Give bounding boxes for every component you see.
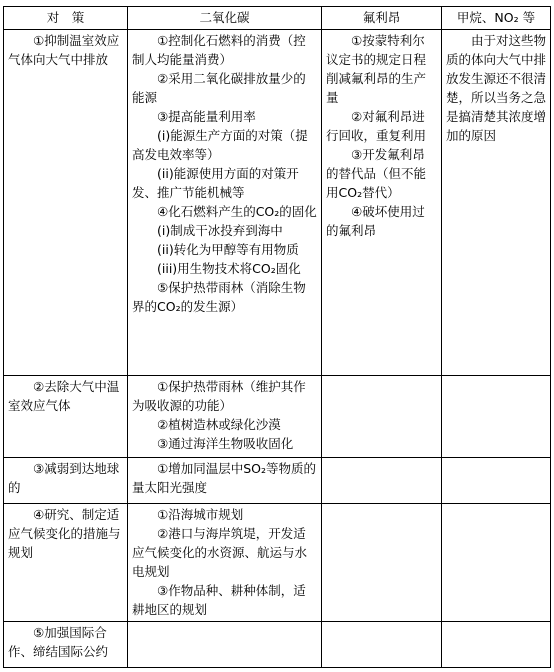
policy-text: ⑤加强国际合作、缔结国际公约: [8, 625, 109, 659]
co2-item: ⑤保护热带雨林（消除生物界的CO₂的发生源）: [132, 280, 306, 314]
cfc-item: ③开发氟利昂的替代品（但不能用CO₂替代）: [326, 147, 427, 200]
co2-item: ②采用二氧化碳排放量少的能源: [132, 71, 306, 105]
cfc-item: ①按蒙特利尔议定书的规定日程削减氟利昂的生产量: [326, 33, 427, 105]
co2-item: ①保护热带雨林（维护其作为吸收源的功能）: [132, 379, 306, 413]
other-cell: [442, 504, 551, 622]
policy-text: ②去除大气中温室效应气体: [8, 379, 120, 413]
cfc-cell: [322, 376, 442, 458]
co2-item: ②港口与海岸筑堤，开发适应气候变化的水资源、航运与水电规划: [132, 526, 308, 579]
header-co2: 二氧化碳: [128, 7, 322, 30]
co2-item: ①沿海城市规划: [157, 507, 244, 522]
table-row: [4, 504, 551, 622]
other-item: 由于对这些物质的体向大气中排放发生源还不很清楚，所以当务之急是搞清楚其浓度增加的原因: [446, 33, 547, 143]
cfc-cell: [322, 504, 442, 622]
policy-text: ①抑制温室效应气体向大气中排放: [8, 33, 120, 67]
co2-cell: [128, 504, 322, 622]
policy-cell: [4, 376, 128, 458]
header-cfc: 氟利昂: [322, 7, 442, 30]
co2-cell: [128, 376, 322, 458]
table-row: [4, 376, 551, 458]
co2-subitem: (iii)用生物技术将CO₂固化: [157, 261, 301, 276]
table-row: [4, 622, 551, 668]
co2-item: ①控制化石燃料的消费（控制人均能量消费）: [132, 33, 306, 67]
table-row: [4, 30, 551, 376]
other-cell: [442, 30, 551, 376]
co2-subitem: (ii)转化为甲醇等有用物质: [157, 242, 299, 257]
co2-item: ④化石燃料产生的CO₂的固化: [157, 204, 317, 219]
other-cell: [442, 458, 551, 504]
header-other: 甲烷、NO₂ 等: [442, 7, 551, 30]
other-cell: [442, 376, 551, 458]
policy-cell: [4, 504, 128, 622]
table-row: [4, 458, 551, 504]
policy-cell: [4, 458, 128, 504]
policy-text: ④研究、制定适应气候变化的措施与规划: [8, 507, 121, 560]
co2-item: ③通过海洋生物吸收固化: [157, 436, 294, 451]
policy-text: ③减弱到达地球的: [8, 461, 120, 495]
co2-item: ①增加同温层中SO₂等物质的量太阳光强度: [132, 461, 316, 495]
policy-cell: [4, 622, 128, 668]
cfc-cell: [322, 30, 442, 376]
co2-subitem: (ii)能源使用方面的对策开发、推广节能机械等: [132, 166, 299, 200]
cfc-item: ②对氟利昂进行回收，重复利用: [326, 109, 427, 143]
countermeasures-table: [3, 6, 551, 668]
policy-cell: [4, 30, 128, 376]
table-header-row: [4, 7, 551, 30]
co2-subitem: (i)能源生产方面的对策（提高发电效率等）: [132, 128, 308, 162]
co2-item: ③作物品种、耕种体制，适耕地区的规划: [132, 583, 306, 617]
co2-cell: [128, 622, 322, 668]
co2-subitem: (i)制成干冰投弃到海中: [157, 223, 283, 238]
header-policy: 对 策: [4, 7, 128, 30]
cfc-cell: [322, 622, 442, 668]
co2-cell: [128, 458, 322, 504]
co2-cell: [128, 30, 322, 376]
cfc-cell: [322, 458, 442, 504]
other-cell: [442, 622, 551, 668]
co2-item: ③提高能量利用率: [157, 109, 256, 124]
co2-item: ②植树造林或绿化沙漠: [157, 417, 281, 432]
cfc-item: ④破坏使用过的氟利昂: [326, 204, 425, 238]
